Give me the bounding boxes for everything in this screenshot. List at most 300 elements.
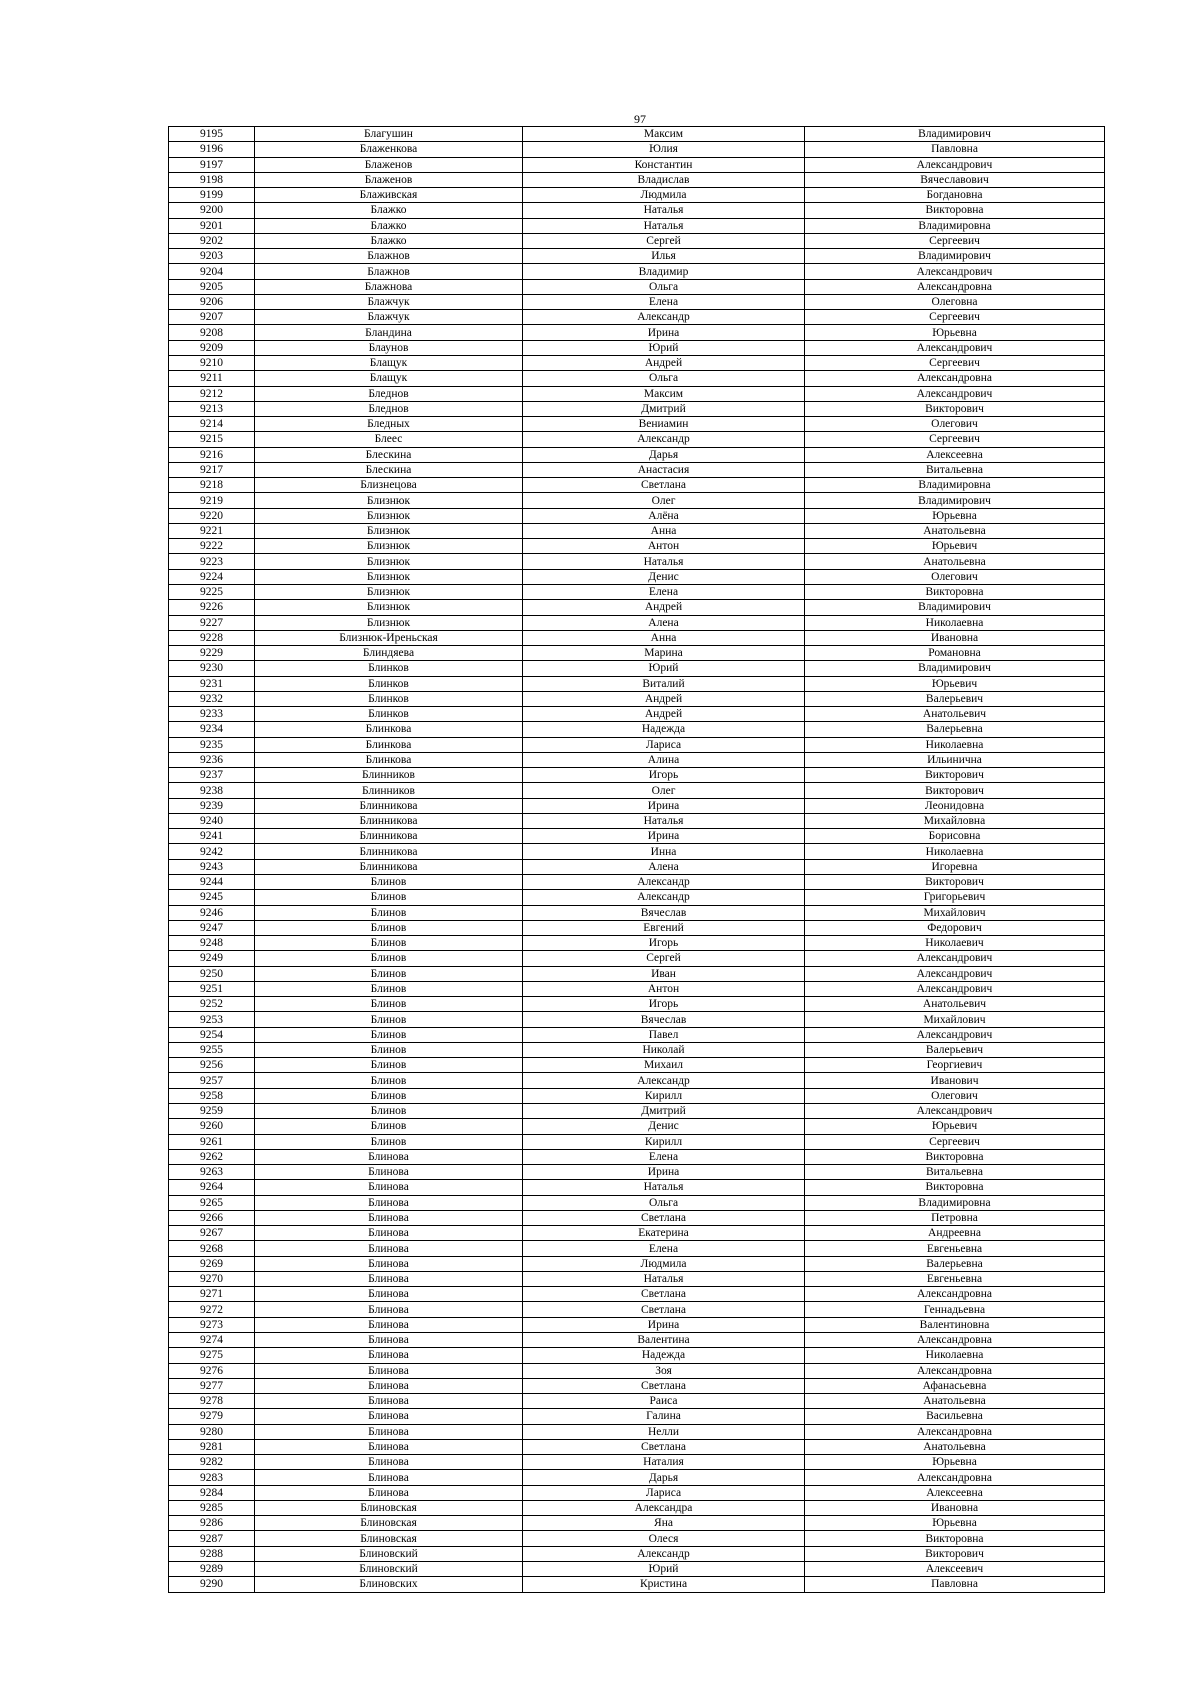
first-name-cell: Владимир (523, 264, 805, 279)
patronymic-cell: Николаевич (805, 936, 1105, 951)
patronymic-cell: Сергеевич (805, 233, 1105, 248)
last-name-cell: Блинникова (255, 829, 523, 844)
last-name-cell: Блинникова (255, 844, 523, 859)
table-row (169, 355, 1105, 370)
table-row (169, 142, 1105, 157)
table-row (169, 997, 1105, 1012)
row-number-cell: 9276 (169, 1363, 255, 1378)
table-row (169, 1195, 1105, 1210)
roster-body (169, 127, 1105, 1593)
row-number-cell: 9238 (169, 783, 255, 798)
table-row (169, 417, 1105, 432)
patronymic-cell: Николаевна (805, 1348, 1105, 1363)
first-name-cell: Светлана (523, 1302, 805, 1317)
patronymic-cell: Владимировна (805, 218, 1105, 233)
last-name-cell: Блинов (255, 1027, 523, 1042)
table-row (169, 1012, 1105, 1027)
last-name-cell: Блинова (255, 1302, 523, 1317)
patronymic-cell: Павловна (805, 142, 1105, 157)
first-name-cell: Наталья (523, 1271, 805, 1286)
first-name-cell: Игорь (523, 997, 805, 1012)
row-number-cell: 9245 (169, 890, 255, 905)
first-name-cell: Ирина (523, 829, 805, 844)
patronymic-cell: Владимирович (805, 127, 1105, 142)
row-number-cell: 9228 (169, 630, 255, 645)
row-number-cell: 9266 (169, 1210, 255, 1225)
patronymic-cell: Александрович (805, 966, 1105, 981)
first-name-cell: Антон (523, 981, 805, 996)
row-number-cell: 9286 (169, 1516, 255, 1531)
first-name-cell: Лариса (523, 1485, 805, 1500)
row-number-cell: 9208 (169, 325, 255, 340)
row-number-cell: 9273 (169, 1317, 255, 1332)
patronymic-cell: Сергеевич (805, 432, 1105, 447)
table-row (169, 1424, 1105, 1439)
row-number-cell: 9195 (169, 127, 255, 142)
last-name-cell: Блеес (255, 432, 523, 447)
row-number-cell: 9224 (169, 569, 255, 584)
patronymic-cell: Романовна (805, 646, 1105, 661)
first-name-cell: Антон (523, 539, 805, 554)
first-name-cell: Игорь (523, 936, 805, 951)
table-row (169, 401, 1105, 416)
row-number-cell: 9287 (169, 1531, 255, 1546)
table-row (169, 844, 1105, 859)
last-name-cell: Близнюк (255, 508, 523, 523)
first-name-cell: Дмитрий (523, 1104, 805, 1119)
first-name-cell: Анастасия (523, 462, 805, 477)
last-name-cell: Блинова (255, 1271, 523, 1286)
first-name-cell: Вячеслав (523, 905, 805, 920)
first-name-cell: Ирина (523, 325, 805, 340)
first-name-cell: Зоя (523, 1363, 805, 1378)
first-name-cell: Кирилл (523, 1088, 805, 1103)
patronymic-cell: Алексеевна (805, 447, 1105, 462)
patronymic-cell: Петровна (805, 1210, 1105, 1225)
first-name-cell: Елена (523, 1149, 805, 1164)
first-name-cell: Юлия (523, 142, 805, 157)
first-name-cell: Галина (523, 1409, 805, 1424)
first-name-cell: Виталий (523, 676, 805, 691)
last-name-cell: Блиновских (255, 1577, 523, 1592)
patronymic-cell: Борисовна (805, 829, 1105, 844)
first-name-cell: Алёна (523, 508, 805, 523)
row-number-cell: 9255 (169, 1042, 255, 1057)
table-row (169, 1271, 1105, 1286)
last-name-cell: Бландина (255, 325, 523, 340)
last-name-cell: Блинова (255, 1241, 523, 1256)
table-row (169, 798, 1105, 813)
row-number-cell: 9222 (169, 539, 255, 554)
first-name-cell: Николай (523, 1042, 805, 1057)
last-name-cell: Близнюк (255, 554, 523, 569)
table-row (169, 646, 1105, 661)
table-row (169, 783, 1105, 798)
last-name-cell: Блиндяева (255, 646, 523, 661)
table-row (169, 966, 1105, 981)
last-name-cell: Блинов (255, 875, 523, 890)
last-name-cell: Блинов (255, 997, 523, 1012)
first-name-cell: Светлана (523, 1378, 805, 1393)
first-name-cell: Кирилл (523, 1134, 805, 1149)
last-name-cell: Блиновский (255, 1546, 523, 1561)
patronymic-cell: Анатольевич (805, 997, 1105, 1012)
table-row (169, 386, 1105, 401)
last-name-cell: Блинков (255, 691, 523, 706)
patronymic-cell: Игоревна (805, 859, 1105, 874)
patronymic-cell: Юрьевич (805, 676, 1105, 691)
last-name-cell: Блинкова (255, 737, 523, 752)
patronymic-cell: Александровна (805, 1470, 1105, 1485)
row-number-cell: 9198 (169, 172, 255, 187)
patronymic-cell: Анатольевна (805, 554, 1105, 569)
last-name-cell: Блинов (255, 936, 523, 951)
first-name-cell: Андрей (523, 691, 805, 706)
row-number-cell: 9234 (169, 722, 255, 737)
last-name-cell: Блаунов (255, 340, 523, 355)
row-number-cell: 9289 (169, 1561, 255, 1576)
last-name-cell: Близнюк (255, 600, 523, 615)
row-number-cell: 9279 (169, 1409, 255, 1424)
row-number-cell: 9270 (169, 1271, 255, 1286)
roster-table (168, 126, 1105, 1593)
first-name-cell: Анна (523, 630, 805, 645)
table-row (169, 920, 1105, 935)
row-number-cell: 9215 (169, 432, 255, 447)
first-name-cell: Игорь (523, 768, 805, 783)
first-name-cell: Светлана (523, 478, 805, 493)
row-number-cell: 9283 (169, 1470, 255, 1485)
first-name-cell: Юрий (523, 1561, 805, 1576)
patronymic-cell: Анатольевна (805, 523, 1105, 538)
table-row (169, 1470, 1105, 1485)
patronymic-cell: Александрович (805, 340, 1105, 355)
last-name-cell: Блиновская (255, 1516, 523, 1531)
row-number-cell: 9227 (169, 615, 255, 630)
page-number: 97 (634, 112, 646, 126)
last-name-cell: Блинникова (255, 798, 523, 813)
row-number-cell: 9231 (169, 676, 255, 691)
table-row (169, 1256, 1105, 1271)
table-row (169, 1531, 1105, 1546)
table-row (169, 172, 1105, 187)
row-number-cell: 9274 (169, 1332, 255, 1347)
table-row (169, 1241, 1105, 1256)
patronymic-cell: Александрович (805, 264, 1105, 279)
table-row (169, 325, 1105, 340)
last-name-cell: Блиновский (255, 1561, 523, 1576)
patronymic-cell: Андреевна (805, 1226, 1105, 1241)
table-row (169, 1378, 1105, 1393)
patronymic-cell: Александровна (805, 279, 1105, 294)
row-number-cell: 9239 (169, 798, 255, 813)
table-row (169, 661, 1105, 676)
first-name-cell: Алина (523, 752, 805, 767)
table-row (169, 1058, 1105, 1073)
patronymic-cell: Викторович (805, 768, 1105, 783)
patronymic-cell: Викторович (805, 401, 1105, 416)
first-name-cell: Наталья (523, 1180, 805, 1195)
last-name-cell: Блинова (255, 1332, 523, 1347)
table-row (169, 691, 1105, 706)
patronymic-cell: Анатольевна (805, 1394, 1105, 1409)
first-name-cell: Владислав (523, 172, 805, 187)
last-name-cell: Блиновская (255, 1500, 523, 1515)
last-name-cell: Блинова (255, 1455, 523, 1470)
patronymic-cell: Олегович (805, 417, 1105, 432)
last-name-cell: Блинова (255, 1287, 523, 1302)
first-name-cell: Дарья (523, 1470, 805, 1485)
first-name-cell: Михаил (523, 1058, 805, 1073)
row-number-cell: 9263 (169, 1165, 255, 1180)
last-name-cell: Блинникова (255, 859, 523, 874)
patronymic-cell: Юрьевна (805, 1455, 1105, 1470)
last-name-cell: Блинков (255, 707, 523, 722)
patronymic-cell: Викторовна (805, 203, 1105, 218)
patronymic-cell: Федорович (805, 920, 1105, 935)
patronymic-cell: Александровна (805, 1332, 1105, 1347)
last-name-cell: Блинов (255, 981, 523, 996)
patronymic-cell: Владимирович (805, 249, 1105, 264)
patronymic-cell: Александрович (805, 1104, 1105, 1119)
table-row (169, 600, 1105, 615)
table-row (169, 1394, 1105, 1409)
patronymic-cell: Анатольевич (805, 707, 1105, 722)
first-name-cell: Ирина (523, 1165, 805, 1180)
first-name-cell: Наталья (523, 218, 805, 233)
patronymic-cell: Александровна (805, 1287, 1105, 1302)
first-name-cell: Дмитрий (523, 401, 805, 416)
row-number-cell: 9257 (169, 1073, 255, 1088)
last-name-cell: Блинова (255, 1210, 523, 1225)
row-number-cell: 9252 (169, 997, 255, 1012)
patronymic-cell: Валерьевич (805, 1042, 1105, 1057)
row-number-cell: 9281 (169, 1439, 255, 1454)
row-number-cell: 9230 (169, 661, 255, 676)
last-name-cell: Блинов (255, 890, 523, 905)
last-name-cell: Блинкова (255, 722, 523, 737)
patronymic-cell: Александрович (805, 386, 1105, 401)
last-name-cell: Близнюк (255, 584, 523, 599)
last-name-cell: Блинова (255, 1394, 523, 1409)
first-name-cell: Юрий (523, 661, 805, 676)
first-name-cell: Людмила (523, 1256, 805, 1271)
last-name-cell: Блинова (255, 1363, 523, 1378)
table-row (169, 157, 1105, 172)
last-name-cell: Блажнов (255, 249, 523, 264)
row-number-cell: 9200 (169, 203, 255, 218)
patronymic-cell: Александрович (805, 951, 1105, 966)
last-name-cell: Блинова (255, 1439, 523, 1454)
row-number-cell: 9205 (169, 279, 255, 294)
table-row (169, 218, 1105, 233)
patronymic-cell: Афанасьевна (805, 1378, 1105, 1393)
table-row (169, 1363, 1105, 1378)
table-row (169, 1149, 1105, 1164)
table-row (169, 310, 1105, 325)
last-name-cell: Блинов (255, 1134, 523, 1149)
patronymic-cell: Михайлович (805, 1012, 1105, 1027)
patronymic-cell: Александрович (805, 1027, 1105, 1042)
table-row (169, 1409, 1105, 1424)
row-number-cell: 9197 (169, 157, 255, 172)
row-number-cell: 9260 (169, 1119, 255, 1134)
row-number-cell: 9288 (169, 1546, 255, 1561)
table-row (169, 264, 1105, 279)
first-name-cell: Елена (523, 584, 805, 599)
row-number-cell: 9213 (169, 401, 255, 416)
first-name-cell: Евгений (523, 920, 805, 935)
table-row (169, 432, 1105, 447)
table-row (169, 1516, 1105, 1531)
table-row (169, 1332, 1105, 1347)
table-row (169, 233, 1105, 248)
first-name-cell: Константин (523, 157, 805, 172)
first-name-cell: Кристина (523, 1577, 805, 1592)
last-name-cell: Блинков (255, 676, 523, 691)
patronymic-cell: Леонидовна (805, 798, 1105, 813)
table-row (169, 188, 1105, 203)
first-name-cell: Александр (523, 875, 805, 890)
row-number-cell: 9275 (169, 1348, 255, 1363)
last-name-cell: Блинов (255, 966, 523, 981)
row-number-cell: 9196 (169, 142, 255, 157)
first-name-cell: Александр (523, 1073, 805, 1088)
last-name-cell: Блинникова (255, 813, 523, 828)
first-name-cell: Анна (523, 523, 805, 538)
first-name-cell: Ольга (523, 1195, 805, 1210)
table-row (169, 340, 1105, 355)
last-name-cell: Блинова (255, 1180, 523, 1195)
row-number-cell: 9214 (169, 417, 255, 432)
first-name-cell: Елена (523, 294, 805, 309)
patronymic-cell: Иванович (805, 1073, 1105, 1088)
row-number-cell: 9202 (169, 233, 255, 248)
table-row (169, 813, 1105, 828)
last-name-cell: Блинова (255, 1226, 523, 1241)
table-row (169, 1210, 1105, 1225)
last-name-cell: Близнюк (255, 493, 523, 508)
first-name-cell: Александр (523, 310, 805, 325)
table-row (169, 676, 1105, 691)
patronymic-cell: Евгеньевна (805, 1241, 1105, 1256)
table-row (169, 1577, 1105, 1592)
patronymic-cell: Богдановна (805, 188, 1105, 203)
patronymic-cell: Александрович (805, 157, 1105, 172)
row-number-cell: 9253 (169, 1012, 255, 1027)
table-row (169, 1119, 1105, 1134)
first-name-cell: Раиса (523, 1394, 805, 1409)
patronymic-cell: Николаевна (805, 615, 1105, 630)
row-number-cell: 9280 (169, 1424, 255, 1439)
row-number-cell: 9210 (169, 355, 255, 370)
first-name-cell: Алена (523, 615, 805, 630)
last-name-cell: Бледных (255, 417, 523, 432)
first-name-cell: Ольга (523, 279, 805, 294)
table-row (169, 890, 1105, 905)
row-number-cell: 9246 (169, 905, 255, 920)
table-row (169, 936, 1105, 951)
first-name-cell: Светлана (523, 1287, 805, 1302)
patronymic-cell: Викторовна (805, 1531, 1105, 1546)
patronymic-cell: Ивановна (805, 1500, 1105, 1515)
first-name-cell: Ольга (523, 371, 805, 386)
first-name-cell: Нелли (523, 1424, 805, 1439)
first-name-cell: Екатерина (523, 1226, 805, 1241)
patronymic-cell: Александрович (805, 981, 1105, 996)
last-name-cell: Блинова (255, 1195, 523, 1210)
table-row (169, 1546, 1105, 1561)
table-row (169, 1439, 1105, 1454)
patronymic-cell: Викторович (805, 875, 1105, 890)
row-number-cell: 9247 (169, 920, 255, 935)
row-number-cell: 9225 (169, 584, 255, 599)
table-row (169, 523, 1105, 538)
last-name-cell: Бледнов (255, 386, 523, 401)
patronymic-cell: Викторович (805, 783, 1105, 798)
row-number-cell: 9251 (169, 981, 255, 996)
row-number-cell: 9244 (169, 875, 255, 890)
last-name-cell: Блинов (255, 1088, 523, 1103)
table-row (169, 768, 1105, 783)
first-name-cell: Инна (523, 844, 805, 859)
table-row (169, 829, 1105, 844)
first-name-cell: Илья (523, 249, 805, 264)
patronymic-cell: Витальевна (805, 1165, 1105, 1180)
first-name-cell: Наталья (523, 554, 805, 569)
row-number-cell: 9201 (169, 218, 255, 233)
table-row (169, 752, 1105, 767)
row-number-cell: 9282 (169, 1455, 255, 1470)
last-name-cell: Блинова (255, 1348, 523, 1363)
last-name-cell: Блинова (255, 1149, 523, 1164)
first-name-cell: Светлана (523, 1439, 805, 1454)
row-number-cell: 9277 (169, 1378, 255, 1393)
table-row (169, 127, 1105, 142)
first-name-cell: Максим (523, 386, 805, 401)
patronymic-cell: Викторовна (805, 584, 1105, 599)
table-row (169, 493, 1105, 508)
first-name-cell: Наталия (523, 1455, 805, 1470)
table-row (169, 508, 1105, 523)
first-name-cell: Вячеслав (523, 1012, 805, 1027)
last-name-cell: Блажнова (255, 279, 523, 294)
first-name-cell: Дарья (523, 447, 805, 462)
table-row (169, 1104, 1105, 1119)
last-name-cell: Блинкова (255, 752, 523, 767)
patronymic-cell: Ивановна (805, 630, 1105, 645)
row-number-cell: 9237 (169, 768, 255, 783)
first-name-cell: Марина (523, 646, 805, 661)
table-row (169, 1302, 1105, 1317)
patronymic-cell: Валерьевна (805, 1256, 1105, 1271)
row-number-cell: 9250 (169, 966, 255, 981)
first-name-cell: Олег (523, 493, 805, 508)
last-name-cell: Близнюк (255, 569, 523, 584)
patronymic-cell: Геннадьевна (805, 1302, 1105, 1317)
last-name-cell: Блинов (255, 920, 523, 935)
table-row (169, 294, 1105, 309)
last-name-cell: Блажчук (255, 294, 523, 309)
patronymic-cell: Владимирович (805, 600, 1105, 615)
last-name-cell: Бледнов (255, 401, 523, 416)
patronymic-cell: Григорьевич (805, 890, 1105, 905)
last-name-cell: Блаженов (255, 157, 523, 172)
row-number-cell: 9254 (169, 1027, 255, 1042)
table-row (169, 1485, 1105, 1500)
table-row (169, 615, 1105, 630)
first-name-cell: Андрей (523, 707, 805, 722)
